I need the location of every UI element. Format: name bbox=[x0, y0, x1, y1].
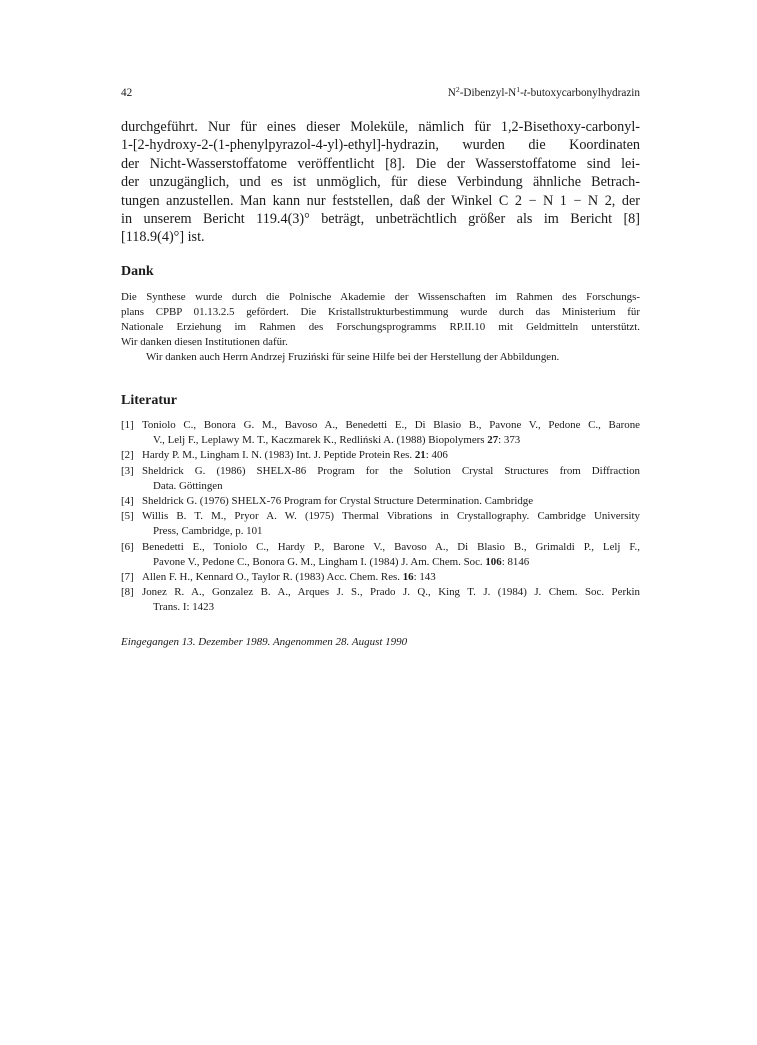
page-header bbox=[121, 87, 640, 103]
received-date: Eingegangen 13. Dezember 1989. Angenommen 28. August 1990 bbox=[121, 636, 408, 648]
dank-line: plans CPBP 01.13.2.5 gefördert. Die Kristallstrukturbestimmung wurde durch das Ministerium für bbox=[121, 306, 640, 319]
reference-line: Data. Göttingen bbox=[153, 479, 223, 492]
reference-item bbox=[121, 418, 640, 448]
reference-item bbox=[121, 494, 640, 509]
reference-item bbox=[121, 570, 640, 585]
dank-line: Die Synthese wurde durch die Polnische Akademie der Wissenschaften im Rahmen des Forschungs- bbox=[121, 291, 640, 303]
body-line: der unzugänglich, und es ist unmöglich, für diese Verbindung ähnliche Betrach- bbox=[121, 174, 640, 191]
reference-line: Hardy P. M., Lingham I. N. (1983) Int. J. Peptide Protein Res. 21: 406 bbox=[142, 449, 448, 462]
section-title-dank: Dank bbox=[121, 264, 154, 279]
acknowledgement-paragraph bbox=[121, 290, 640, 365]
reference-line: Press, Cambridge, p. 101 bbox=[153, 525, 263, 538]
reference-number: [2] bbox=[121, 449, 134, 462]
reference-number: [3] bbox=[121, 464, 134, 477]
reference-line: Jonez R. A., Gonzalez B. A., Arques J. S., Prado J. Q., King T. J. (1984) J. Chem. Soc. Perkin bbox=[142, 586, 640, 599]
reference-line: Sheldrick G. (1986) SHELX-86 Program for the Solution Crystal Structures from Diffraction bbox=[142, 464, 640, 477]
reference-list bbox=[121, 418, 640, 616]
reference-line: Pavone V., Pedone C., Bonora G. M., Lingham I. (1984) J. Am. Chem. Soc. 106: 8146 bbox=[153, 555, 530, 568]
page-number: 42 bbox=[121, 87, 133, 99]
reference-line: Toniolo C., Bonora G. M., Bavoso A., Benedetti E., Di Blasio B., Pavone V., Pedone C., Barone bbox=[142, 419, 640, 431]
reference-number: [8] bbox=[121, 586, 134, 599]
dank-line: Nationale Erziehung im Rahmen des Forschungsprogramms RP.II.10 mit Geldmitteln unterstützt. bbox=[121, 321, 640, 334]
body-line: 1-[2-hydroxy-2-(1-phenylpyrazol-4-yl)-ethyl]-hydrazin, wurden die Koordinaten bbox=[121, 137, 640, 154]
reference-line: Allen F. H., Kennard O., Taylor R. (1983) Acc. Chem. Res. 16: 143 bbox=[142, 571, 436, 584]
dank-line: Wir danken auch Herrn Andrzej Fruziński für seine Hilfe bei der Herstellung der Abbildungen. bbox=[146, 351, 560, 364]
body-paragraph bbox=[121, 118, 640, 247]
reference-item bbox=[121, 509, 640, 539]
reference-line: Willis B. T. M., Pryor A. W. (1975) Thermal Vibrations in Crystallography. Cambridge University bbox=[142, 510, 640, 523]
reference-line: Sheldrick G. (1976) SHELX-76 Program for Crystal Structure Determination. Cambridge bbox=[142, 495, 534, 508]
reference-number: [4] bbox=[121, 495, 134, 508]
running-title: $N^2-Dibenzyl-N^1-t$-butoxycarbonylhydrazin bbox=[447, 85, 640, 99]
reference-number: [6] bbox=[121, 540, 134, 553]
body-line: der Nicht-Wasserstoffatome veröffentlicht [8]. Die der Wasserstoffatome sind lei- bbox=[121, 155, 640, 172]
body-line: durchgeführt. Nur für eines dieser Moleküle, nämlich für 1,2-Bisethoxy-carbonyl- bbox=[121, 119, 640, 135]
reference-number: [7] bbox=[121, 571, 134, 584]
reference-number: [1] bbox=[121, 419, 134, 431]
dank-line: Wir danken diesen Institutionen dafür. bbox=[121, 336, 288, 349]
reference-number: [5] bbox=[121, 510, 134, 523]
body-line: tungen anzustellen. Man kann nur feststellen, daß der Winkel C 2 − N 1 − N 2, der bbox=[121, 192, 640, 209]
reference-item bbox=[121, 585, 640, 615]
reference-line: Trans. I: 1423 bbox=[153, 601, 215, 614]
body-line: in unserem Bericht 119.4(3)° beträgt, unbeträchtlich größer als im Bericht [8] bbox=[121, 211, 640, 228]
reference-item bbox=[121, 448, 640, 463]
reference-item bbox=[121, 540, 640, 570]
reference-item bbox=[121, 464, 640, 494]
reference-line: Benedetti E., Toniolo C., Hardy P., Barone V., Bavoso A., Di Blasio B., Grimaldi P., Lelj F., bbox=[142, 540, 640, 553]
body-line: [118.9(4)°] ist. bbox=[121, 229, 205, 246]
section-title-literatur: Literatur bbox=[121, 393, 177, 408]
reference-line: V., Lelj F., Leplawy M. T., Kaczmarek K., Redliński A. (1988) Biopolymers 27: 373 bbox=[153, 434, 521, 447]
